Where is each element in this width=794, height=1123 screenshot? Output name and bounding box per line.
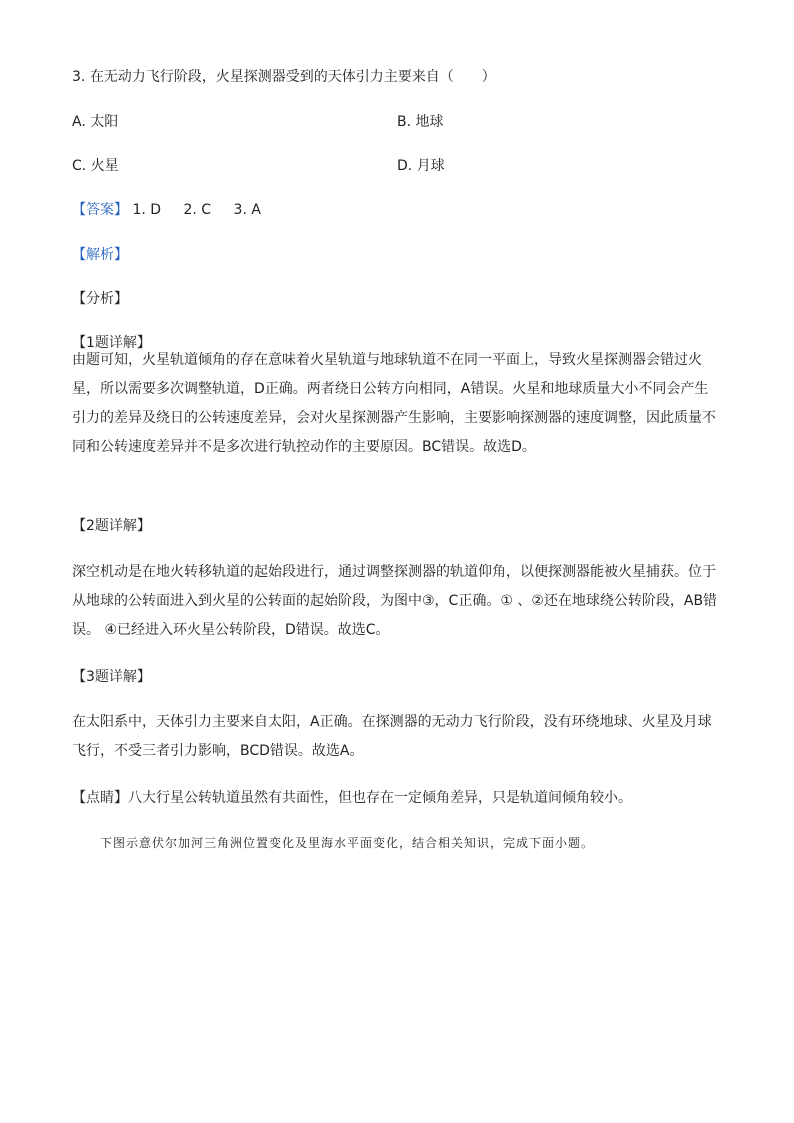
option-d — [397, 155, 445, 177]
next-question-intro: 下图示意伏尔加河三角洲位置变化及里海水平面变化，结合相关知识，完成下面小题。 — [100, 836, 595, 850]
option-b-text: 地球 — [415, 114, 444, 130]
question-text: 在无动力飞行阶段，火星探测器受到的天体引力主要来自（ ） — [89, 69, 496, 85]
option-d-text: 月球 — [416, 158, 445, 174]
answer-1: 1. D — [132, 202, 162, 218]
option-b — [397, 111, 444, 133]
answer-line — [72, 199, 261, 221]
detail-2-text: 深空机动是在地火转移轨道的起始段进行，通过调整探测器的轨道仰角，以便探测器能被火星捕获。位于从地球的公转面进入到火星的公转面的起始阶段，为图中③，C正确。① 、②还在地球绕公转阶段，AB错误。 ④已经进入环火星公转阶段，D错误。故选C。 — [72, 564, 718, 638]
analysis-heading: 【解析】 — [72, 247, 128, 263]
detail-1-title: 【1题详解】 — [72, 335, 151, 351]
detail-3-text: 在太阳系中，天体引力主要来自太阳，A正确。在探测器的无动力飞行阶段，没有环绕地球、火星及月球飞行，不受三者引力影响，BCD错误。故选A。 — [72, 714, 712, 759]
detail-2-title: 【2题详解】 — [72, 518, 151, 534]
option-b-label: B. — [397, 114, 412, 130]
option-d-label: D. — [397, 158, 413, 174]
answer-tag: 【答案】 — [72, 202, 128, 218]
detail-1-text: 由题可知，火星轨道倾角的存在意味着火星轨道与地球轨道不在同一平面上，导致火星探测器会错过火星，所以需要多次调整轨道，D正确。两者绕日公转方向相同，A错误。火星和地球质量大小不同会产生引力的差异及绕日的公转速度差异，会对火星探测器产生影响，主要影响探测器的速度调整，因此质量不同和公转速度差异并不是多次进行轨控动作的主要原因。BC错误。故选D。 — [72, 352, 716, 455]
detail-3-title: 【3题详解】 — [72, 669, 151, 685]
option-c-text: 火星 — [90, 158, 119, 174]
option-a-text: 太阳 — [90, 114, 119, 130]
dianjing-tag: 【点睛】 — [72, 790, 128, 806]
answer-2: 2. C — [183, 202, 212, 218]
option-c-label: C. — [72, 158, 87, 174]
option-a — [72, 111, 118, 133]
fenxi-heading: 【分析】 — [72, 291, 128, 307]
question-number: 3. — [72, 69, 86, 85]
option-c — [72, 155, 119, 177]
option-a-label: A. — [72, 114, 86, 130]
dianjing-line — [72, 787, 632, 809]
question-3-stem — [72, 66, 496, 88]
dianjing-text: 八大行星公转轨道虽然有共面性，但也存在一定倾角差异，只是轨道间倾角较小。 — [128, 790, 632, 806]
answer-3: 3. A — [233, 202, 261, 218]
